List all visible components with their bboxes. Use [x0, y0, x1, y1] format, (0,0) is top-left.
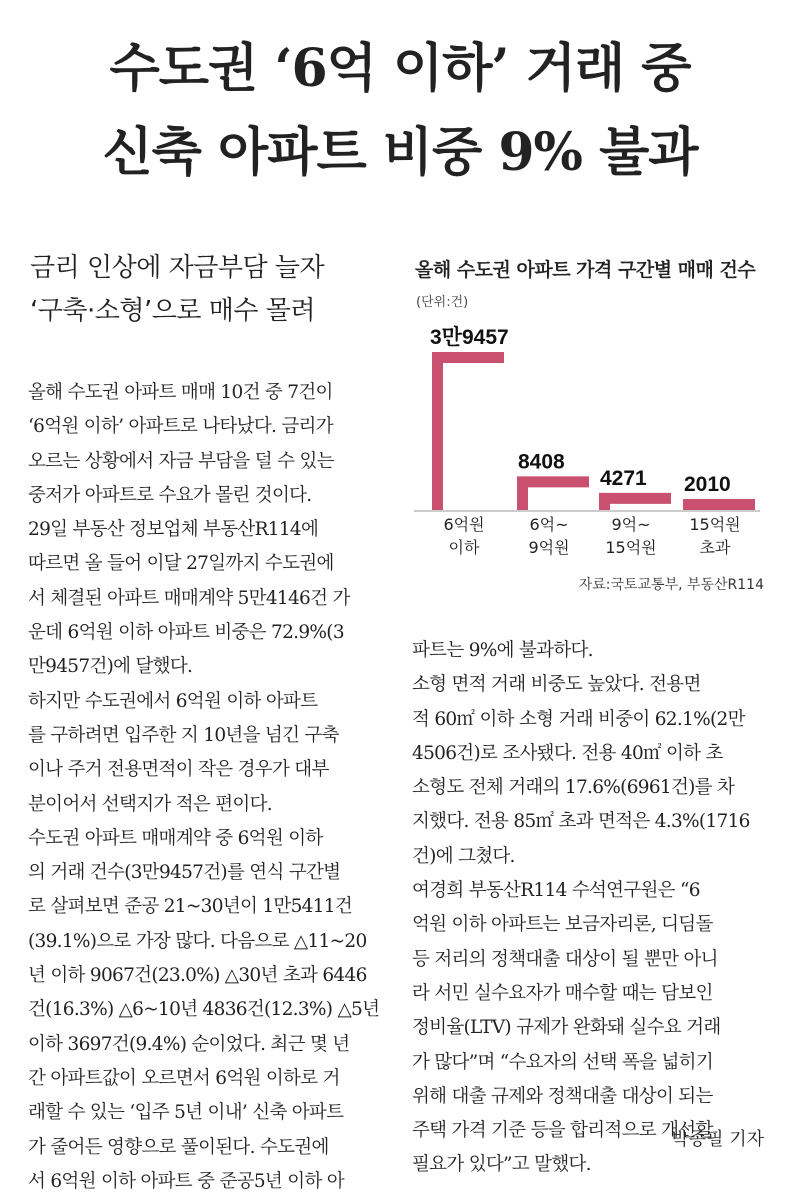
chart-category-label: 9억원: [528, 538, 570, 557]
body-text-line: 억원 이하 아파트는 보금자리론, 디딤돌: [412, 914, 713, 936]
body-text-line: 수도권 아파트 매매계약 중 6억원 이하: [28, 827, 323, 849]
chart-bar: [432, 352, 504, 510]
chart-title: 올해 수도권 아파트 가격 구간별 매매 건수: [415, 259, 756, 281]
body-text-line: (39.1%)으로 가장 많다. 다음으로 △11~20: [28, 930, 367, 952]
chart-source: 자료:국토교통부, 부동산R114: [578, 577, 764, 593]
body-text-line: ‘6억원 이하’ 아파트로 나타났다. 금리가: [28, 416, 333, 438]
body-text-line: 서 6억원 이하 아파트 중 준공5년 이하 아: [28, 1170, 344, 1192]
body-text-line: 따르면 올 들어 이달 27일까지 수도권에: [28, 553, 334, 575]
body-text-line: 간 아파트값이 오르면서 6억원 이하로 거: [28, 1067, 340, 1089]
body-text-line: 이하 3697건(9.4%) 순이었다. 최근 몇 년: [28, 1033, 350, 1055]
body-text-line: 래할 수 있는 ‘입주 5년 이내’ 신축 아파트: [28, 1102, 344, 1124]
subheadline-line-1: 금리 인상에 자금부담 늘자: [30, 253, 325, 283]
chart-category-label: 6억원: [443, 515, 485, 534]
chart-data-label: 2010: [684, 473, 731, 496]
headline-line-1: 수도권 ‘6억 이하’ 거래 중: [109, 38, 691, 99]
chart-category-label: 15억원: [689, 515, 741, 534]
body-text-line: 운데 6억원 이하 아파트 비중은 72.9%(3: [28, 622, 344, 644]
body-text-line: 건(16.3%) △6~10년 4836건(12.3%) △5년: [28, 999, 380, 1021]
body-text-line: 서 체결된 아파트 매매계약 5만4146건 가: [28, 587, 350, 609]
body-text-line: 여경희 부동산R114 수석연구원은 “6: [412, 880, 700, 902]
chart-bar: [683, 499, 755, 510]
body-text-line: 소형도 전체 거래의 17.6%(6961건)를 차: [412, 777, 735, 799]
chart-category-label: 9억~: [611, 515, 651, 534]
article-column-right: [412, 634, 772, 1183]
body-text-line: 등 저리의 정책대출 대상이 될 뿐만 아니: [412, 948, 718, 970]
subheadline-line-2: ‘구축·소형’으로 매수 몰려: [30, 296, 315, 326]
body-text-line: 정비율(LTV) 규제가 완화돼 실수요 거래: [412, 1017, 721, 1039]
chart-category-label: 초과: [699, 538, 731, 557]
byline: 박종필 기자: [671, 1129, 764, 1150]
body-text-line: 분이어서 선택지가 적은 편이다.: [28, 793, 272, 815]
body-text-line: 하지만 수도권에서 6억원 이하 아파트: [28, 690, 318, 712]
body-text-line: 위해 대출 규제와 정책대출 대상이 되는: [412, 1085, 713, 1107]
body-text-line: 중저가 아파트로 수요가 몰린 것이다.: [28, 484, 312, 506]
chart-unit-label: (단위:건): [416, 295, 469, 310]
body-text-line: 29일 부동산 정보업체 부동산R114에: [28, 519, 319, 541]
chart-bar: [599, 493, 671, 510]
body-text-line: 라 서민 실수요자가 매수할 때는 담보인: [412, 982, 713, 1004]
body-text-line: 년 이하 9067건(23.0%) △30년 초과 6446: [28, 965, 367, 987]
body-text-line: 오르는 상황에서 자금 부담을 덜 수 있는: [28, 450, 334, 472]
body-text-line: 건)에 그쳤다.: [412, 845, 515, 867]
article-column-left: [28, 376, 384, 1199]
body-text-line: 소형 면적 거래 비중도 높았다. 전용면: [412, 674, 701, 696]
chart-data-label: 4271: [600, 466, 647, 490]
body-text-line: 의 거래 건수(3만9457건)를 연식 구간별: [28, 862, 341, 884]
chart-data-label: 3만9457: [430, 326, 509, 349]
headline-line-2: 신축 아파트 비중 9% 불과: [102, 122, 698, 183]
body-text-line: 적 60㎡ 이하 소형 거래 비중이 62.1%(2만: [412, 708, 745, 730]
body-text-line: 로 살펴보면 준공 21~30년이 1만5411건: [28, 896, 353, 918]
body-text-line: 파트는 9%에 불과하다.: [412, 640, 593, 661]
body-text-line: 이나 주거 전용면적이 작은 경우가 대부: [28, 759, 329, 781]
body-text-line: 필요가 있다”고 말했다.: [412, 1154, 591, 1176]
body-text-line: 만9457건)에 달했다.: [28, 656, 193, 678]
body-text-line: 올해 수도권 아파트 매매 10건 중 7건이: [28, 382, 333, 403]
body-text-line: 4506건)로 조사됐다. 전용 40㎡ 이하 초: [412, 742, 723, 764]
chart-category-label: 이하: [448, 538, 480, 557]
chart-category-label: 15억원: [605, 538, 657, 557]
chart-category-label: 6억~: [529, 515, 569, 534]
body-text-line: 주택 가격 기준 등을 합리적으로 개선할: [412, 1120, 713, 1142]
chart-bar: [517, 476, 589, 510]
body-text-line: 가 많다”며 “수요자의 선택 폭을 넓히기: [412, 1051, 713, 1073]
body-text-line: 지했다. 전용 85㎡ 초과 면적은 4.3%(1716: [412, 811, 750, 833]
chart-data-label: 8408: [518, 450, 565, 474]
body-text-line: 를 구하려면 입주한 지 10년을 넘긴 구축: [28, 724, 339, 746]
body-text-line: 가 줄어든 영향으로 풀이된다. 수도권에: [28, 1136, 329, 1158]
